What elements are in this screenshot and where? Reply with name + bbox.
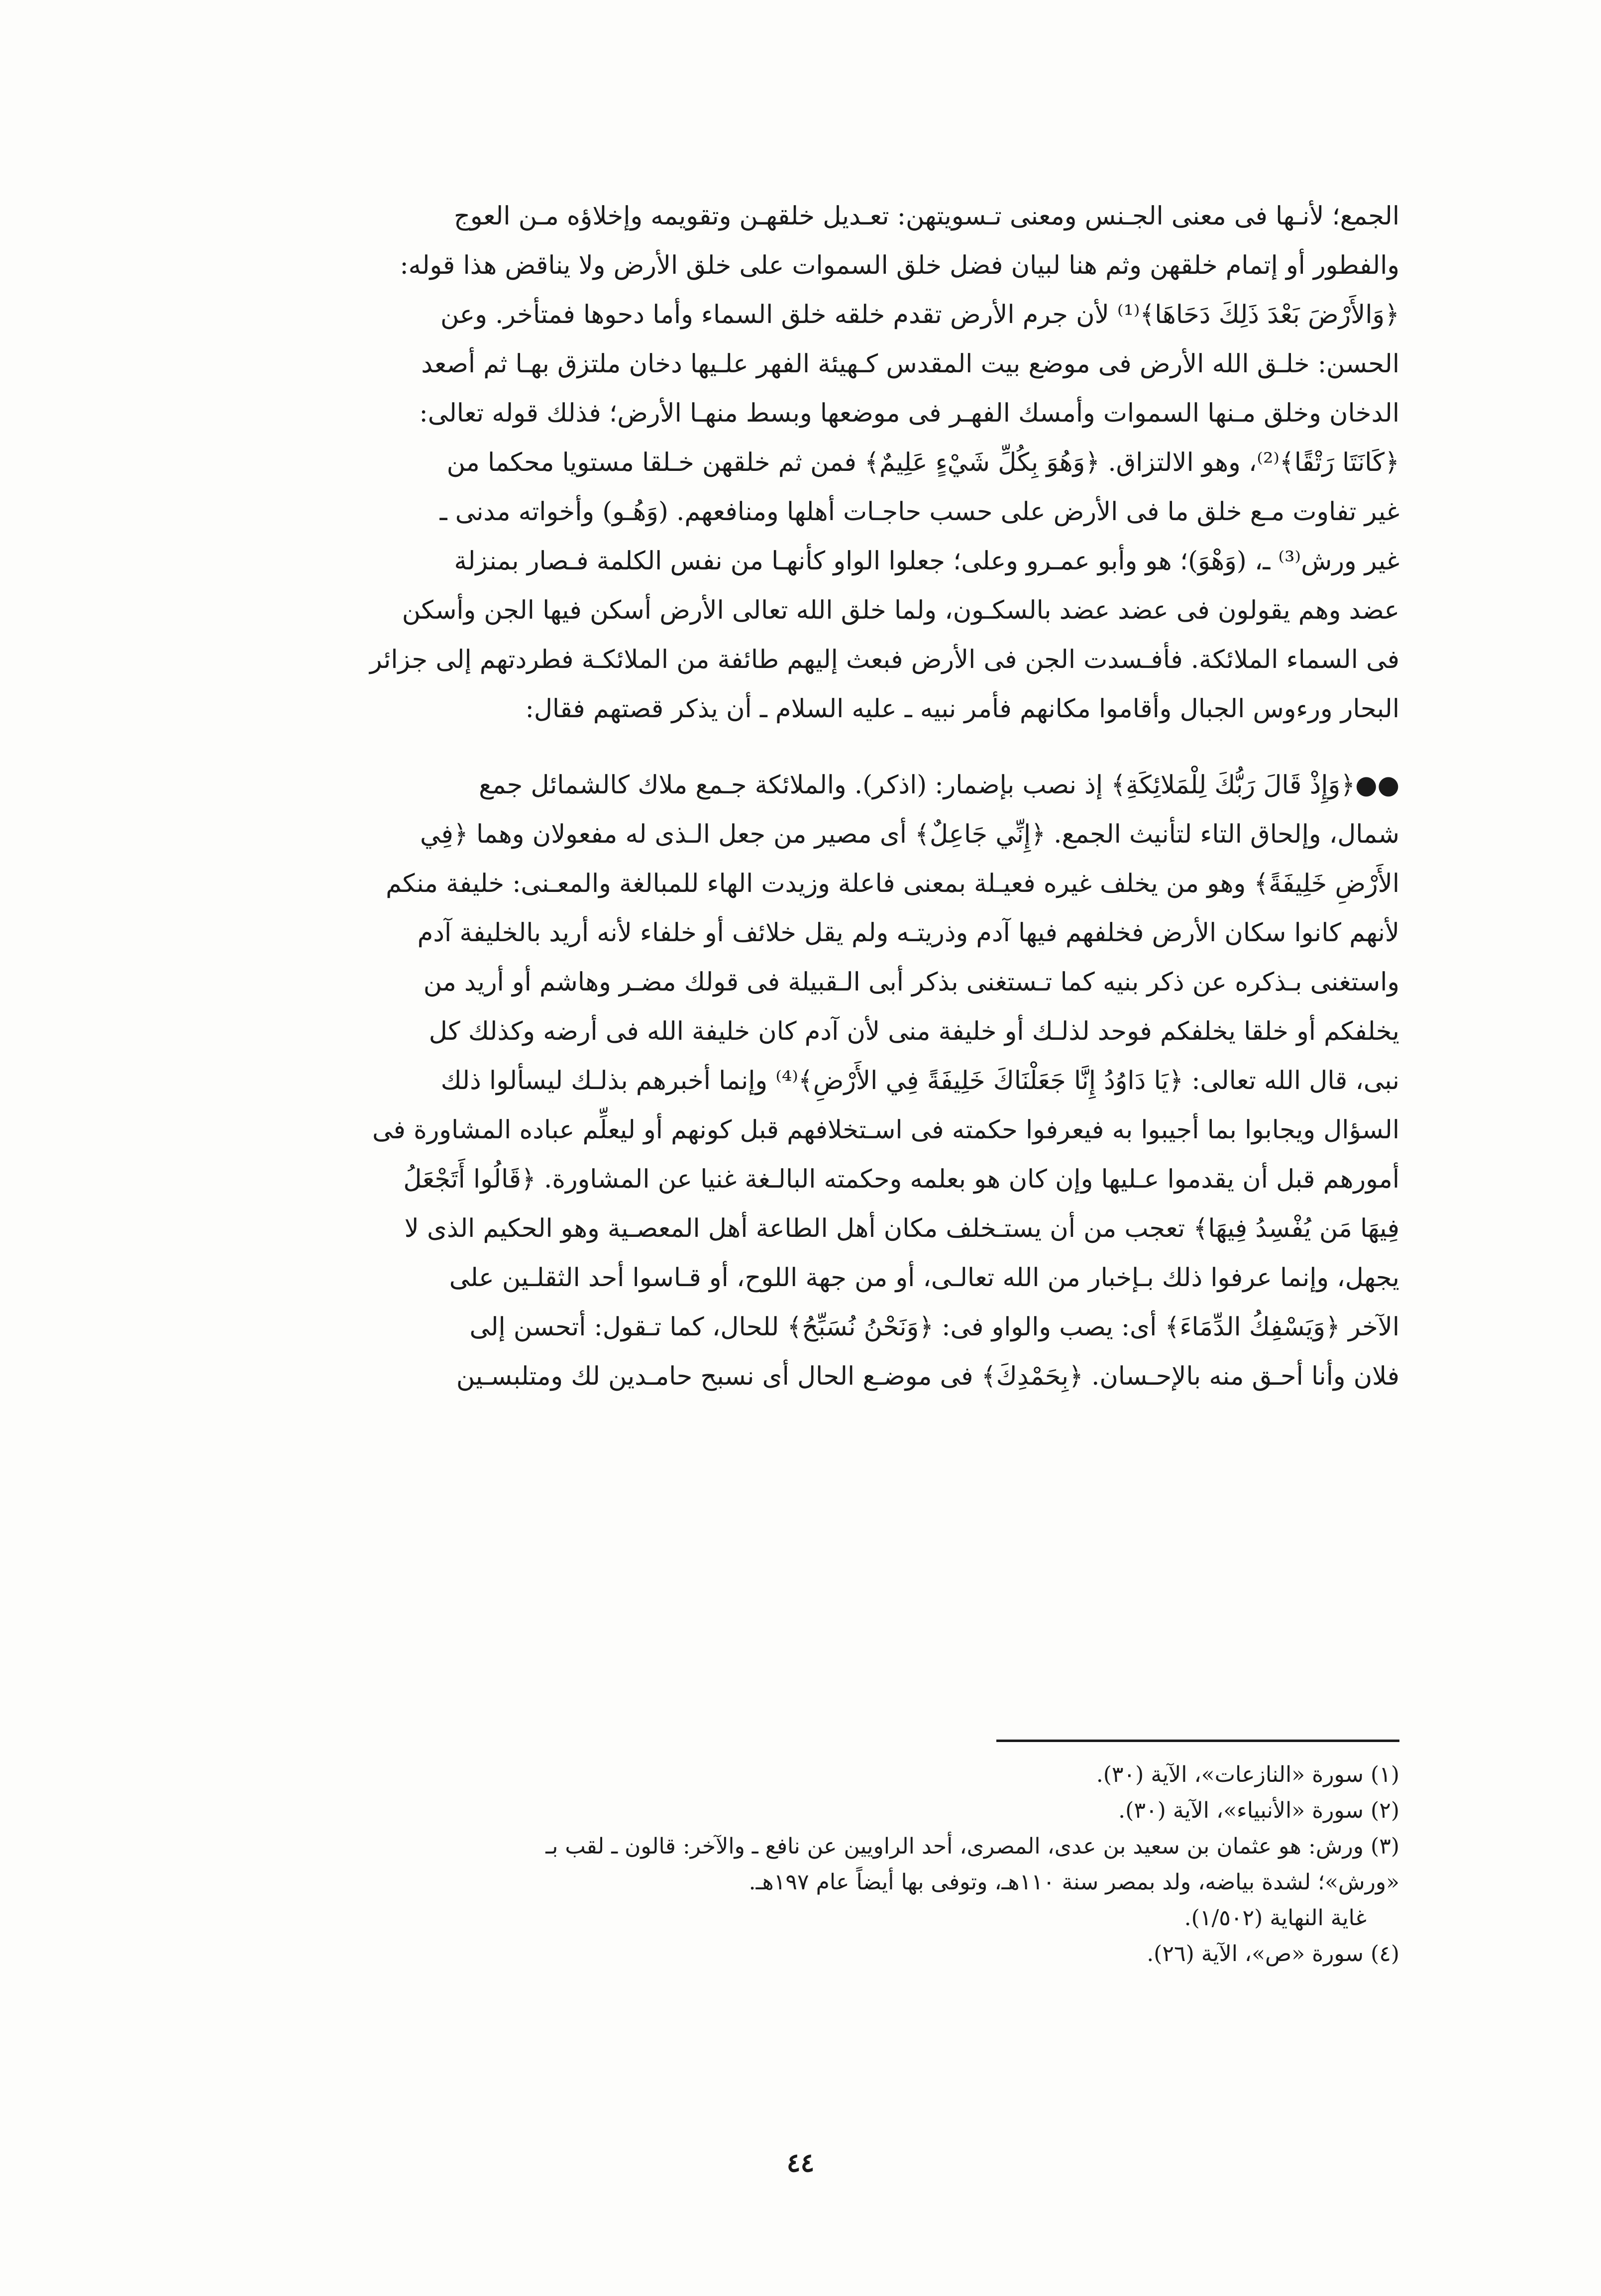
footnote-2: (٢) سورة «الأنبياء»، الآية (٣٠). (1118, 1798, 1399, 1823)
paragraph-2 (127, 761, 1399, 1401)
footnote-1: (١) سورة «النازعات»، الآية (٣٠). (1096, 1762, 1399, 1787)
text-line: والفطور أو إتمام خلقهن وثم هنا لبيان فضل خلق السموات على خلق الأرض ولا يناقض هذا قوله: (400, 251, 1399, 280)
text-line: يجهل، وإنما عرفوا ذلك بـإخبار من الله تعالـى، أو من جهة اللوح، أو قـاسوا أحد الثقلـين على (449, 1263, 1399, 1293)
text-line: غير ورش⁽³⁾ ـ، (وَهْوَ)؛ هو وأبو عمـرو وعلى؛ جعلوا الواو كأنهـا من نفس الكلمة فـصار بمنزلة (454, 547, 1399, 576)
text-line: غير تفاوت مـع خلق ما فى الأرض على حسب حاجـات أهلها ومنافعهم. (وَهُـو) وأخواته مدنى ـ (439, 497, 1399, 527)
text-line: واستغنى بـذكره عن ذكر بنيه كما تـستغنى بذكر أبى الـقبيلة فى قولك مضـر وهاشم أو أريد من (423, 968, 1399, 997)
text-line: عضد وهم يقولون فى عضد عضد بالسكـون، ولما خلق الله تعالى الأرض أسكن فيها الجن وأسكن (402, 596, 1399, 625)
text-line: أمورهم قبل أن يقدموا عـليها وإن كان هو بعلمه وحكمته البالـغة غنيا عن المشاورة. ﴿قَالُوا أَتَجْعَلُ (403, 1165, 1399, 1194)
footnote-3-continued: «ورش»؛ لشدة بياضه، ولد بمصر سنة ١١٠هـ، وتوفى بها أيضاً عام ١٩٧هـ. (748, 1869, 1399, 1895)
text-line: فى السماء الملائكة. فأفـسدت الجن فى الأرض فبعث إليهم طائفة من الملائكـة فطردتهم إلى جزائر (370, 645, 1399, 674)
text-line: البحار ورءوس الجبال وأقاموا مكانهم فأمر نبيه ـ عليه السلام ـ أن يذكر قصتهم فقال: (525, 694, 1399, 724)
text-line: شمال، وإلحاق التاء لتأنيث الجمع. ﴿إِنِّي جَاعِلٌ﴾ أى مصير من جعل الـذى له مفعولان وهما ﴿فِي (420, 820, 1399, 849)
text-line: ﴿وَالأَرْضَ بَعْدَ ذَلِكَ دَحَاهَا﴾⁽¹⁾ لأن جرم الأرض تقدم خلقه خلق السماء وأما دحوها فمتأخر. وعن (440, 300, 1399, 329)
text-line: الآخر ﴿وَيَسْفِكُ الدِّمَاءَ﴾ أى: يصب والواو فى: ﴿وَنَحْنُ نُسَبِّحُ﴾ للحال، كما تـقول: أتحسن إلى (469, 1312, 1399, 1342)
main-text (127, 192, 1399, 1401)
text-line: فلان وأنا أحـق منه بالإحـسان. ﴿بِحَمْدِكَ﴾ فى موضـع الحال أى نسبح حامـدين لك ومتلبسـين (456, 1362, 1399, 1391)
footnote-divider (996, 1740, 1399, 1742)
footnote-3-source: غاية النهاية (١/٥٠٢). (1184, 1905, 1367, 1931)
footnotes (127, 1757, 1399, 1972)
text-line: ﴿كَانَتَا رَتْقًا﴾⁽²⁾، وهو الالتزاق. ﴿وَهُوَ بِكُلِّ شَيْءٍ عَلِيمٌ﴾ فمن ثم خلقهن خـلقا مستويا محكما من (446, 448, 1399, 477)
text-line: لأنهم كانوا سكان الأرض فخلفهم فيها آدم وذريتـه ولم يقل خلائف أو خلفاء لأنه أريد بالخليفة آدم (417, 918, 1399, 948)
text-line: ●●﴿وَإِذْ قَالَ رَبُّكَ لِلْمَلائِكَةِ﴾ إذ نصب بإضمار: (اذكر). والملائكة جـمع ملاك كالشمائل جمع (479, 770, 1399, 800)
footnote-3: (٣) ورش: هو عثمان بن سعيد بن عدى، المصرى، أحد الراويين عن نافع ـ والآخر: قالون ـ لقب بـ (545, 1834, 1399, 1859)
text-line: يخلفكم أو خلقا يخلفكم فوحد لذلـك أو خليفة منى لأن آدم كان خليفة الله فى أرضه وكذلك كل (428, 1017, 1399, 1046)
text-line: الأَرْضِ خَلِيفَةً﴾ وهو من يخلف غيره فعيـلة بمعنى فاعلة وزيدت الهاء للمبالغة والمعـنى: خليفة منكم (386, 869, 1399, 898)
text-line: الجمع؛ لأنـها فى معنى الجـنس ومعنى تـسويتهن: تعـديل خلقهـن وتقويمه وإخلاؤه مـن العوج (453, 202, 1399, 231)
text-line: فِيهَا مَن يُفْسِدُ فِيهَا﴾ تعجب من أن يستـخلف مكان أهل الطاعة أهل المعصـية وهو الحكيم الذى لا (404, 1214, 1399, 1243)
paragraph-1 (127, 192, 1399, 734)
text-line: الدخان وخلق مـنها السموات وأمسك الفهـر فى موضعها وبسط منهـا الأرض؛ فذلك قوله تعالى: (419, 399, 1399, 428)
text-line: نبى، قال الله تعالى: ﴿يَا دَاوُدُ إِنَّا جَعَلْنَاكَ خَلِيفَةً فِي الأَرْضِ﴾⁽⁴⁾ وإنما أخبرهم بذلـك ليسألوا ذلك (440, 1066, 1399, 1095)
text-line: السؤال ويجابوا بما أجيبوا به فيعرفوا حكمته فى اسـتخلافهم قبل كونهم أو ليعلِّم عباده المشاورة فى (372, 1115, 1399, 1145)
text-line: الحسن: خلـق الله الأرض فى موضع بيت المقدس كـهيئة الفهر علـيها دخان ملتزق بهـا ثم أصعد (421, 349, 1399, 379)
footnote-4: (٤) سورة «ص»، الآية (٢٦). (1147, 1941, 1399, 1967)
page-number: ٤٤ (786, 2148, 815, 2178)
